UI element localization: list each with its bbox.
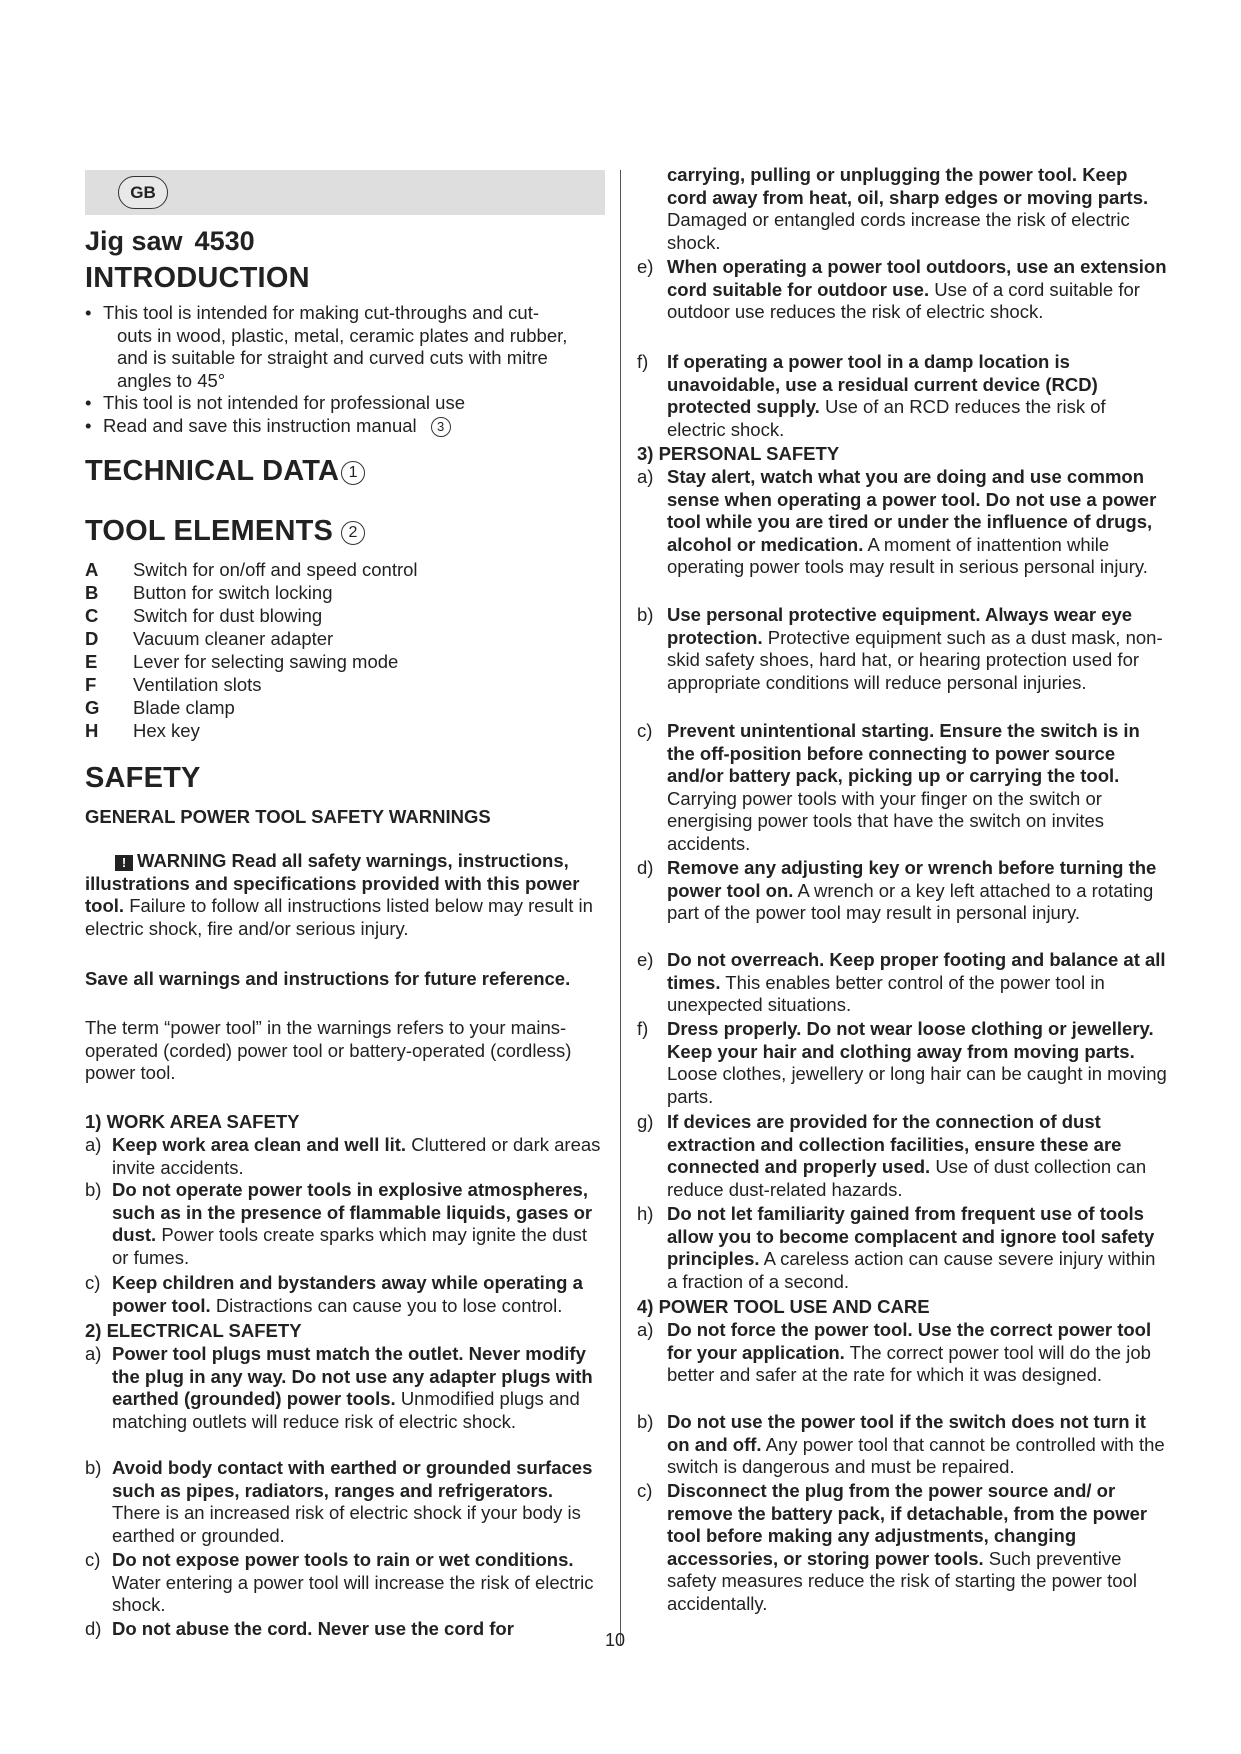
safety-item: carrying, pulling or unplugging the power tool. Keep cord away from heat, oil, sharp edges or moving parts. Damaged or entangled cords increase the risk of electric shock.	[667, 164, 1149, 253]
section-electrical: 2) ELECTRICAL SAFETY	[85, 1320, 302, 1341]
technical-data-heading: TECHNICAL DATA 1	[85, 455, 365, 488]
section-power-tool-use: 4) POWER TOOL USE AND CARE	[637, 1296, 930, 1317]
safety-item: d) Remove any adjusting key or wrench before turning the power tool on. A wrench or a key left attached to a rotating part of the power tool may result in personal injury.	[637, 857, 1157, 923]
list-item: G Blade clamp	[85, 697, 235, 718]
language-bar	[85, 170, 605, 215]
list-item: • This tool is not intended for professional use	[85, 392, 605, 415]
safety-item: b) Use personal protective equipment. Always wear eye protection. Protective equipment such as a dust mask, non-skid safety shoes, hard hat, or hearing protection used for appropriate conditions will reduce personal injuries.	[637, 604, 1163, 693]
section-personal: 3) PERSONAL SAFETY	[637, 443, 840, 464]
safety-item: c) Keep children and bystanders away while operating a power tool. Distractions can cause you to lose control.	[85, 1272, 583, 1316]
term-note: The term “power tool” in the warnings refers to your mains-operated (corded) power tool or battery-operated (cordless) power tool.	[85, 1017, 572, 1083]
language-badge: GB	[118, 176, 168, 209]
warning-paragraph: ! WARNING Read all safety warnings, instructions, illustrations and specifications provided with this power tool. Failure to follow all instructions listed below may result in electric shock, fire and/or serious injury.	[85, 850, 593, 939]
product-title	[85, 226, 255, 257]
list-item: H Hex key	[85, 720, 200, 741]
safety-item: b) Do not use the power tool if the switch does not turn it on and off. Any power tool that cannot be controlled with the switch is dangerous and must be repaired.	[637, 1411, 1165, 1477]
list-item: D Vacuum cleaner adapter	[85, 628, 334, 649]
safety-heading: SAFETY	[85, 762, 201, 794]
safety-item: c) Do not expose power tools to rain or wet conditions. Water entering a power tool will increase the risk of electric shock.	[85, 1549, 594, 1615]
column-divider	[620, 170, 621, 1645]
list-item: A Switch for on/off and speed control	[85, 559, 418, 580]
figure-ref-2: 2	[341, 521, 365, 545]
safety-item: h) Do not let familiarity gained from frequent use of tools allow you to become complacent and ignore tool safety principles. A careless action can cause severe injury within a fraction of a second.	[637, 1203, 1156, 1292]
section-work-area: 1) WORK AREA SAFETY	[85, 1111, 300, 1132]
list-item: F Ventilation slots	[85, 674, 262, 695]
list-item: C Switch for dust blowing	[85, 605, 323, 626]
list-item: • Read and save this instruction manual 3	[85, 415, 605, 438]
list-item: • This tool is intended for making cut-throughs and cut- outs in wood, plastic, metal, ceramic plates and rubber, and is suitable for straight and curved cuts with mitre angles to 45°	[85, 302, 605, 392]
safety-item: f) If operating a power tool in a damp location is unavoidable, use a residual current device (RCD) protected supply. Use of an RCD reduces the risk of electric shock.	[637, 351, 1106, 440]
page-number: 10	[605, 1630, 626, 1650]
introduction-heading: INTRODUCTION	[85, 262, 310, 294]
safety-subheading: GENERAL POWER TOOL SAFETY WARNINGS	[85, 806, 491, 827]
warning-triangle-icon: !	[115, 855, 133, 871]
safety-item: a) Power tool plugs must match the outlet. Never modify the plug in any way. Do not use any adapter plugs with earthed (grounded) power tools. Unmodified plugs and matching outlets will reduce risk of electric shock.	[85, 1343, 593, 1432]
safety-item: d) Do not abuse the cord. Never use the cord for	[85, 1618, 514, 1639]
figure-ref-1: 1	[341, 461, 365, 485]
save-note: Save all warnings and instructions for future reference.	[85, 968, 571, 989]
model-number: 4530	[194, 226, 255, 256]
list-item: E Lever for selecting sawing mode	[85, 651, 399, 672]
safety-item: f) Dress properly. Do not wear loose clothing or jewellery. Keep your hair and clothing away from moving parts. Loose clothes, jewellery or long hair can be caught in moving parts.	[637, 1018, 1167, 1107]
safety-item: b) Do not operate power tools in explosive atmospheres, such as in the presence of flammable liquids, gases or dust. Power tools create sparks which may ignite the dust or fumes.	[85, 1179, 593, 1268]
safety-item: c) Disconnect the plug from the power source and/ or remove the battery pack, if detachable, from the power tool before making any adjustments, changing accessories, or storing power tools. Such preventive safety measures reduce the risk of starting the power tool accidentally.	[637, 1480, 1148, 1614]
figure-ref-3: 3	[431, 417, 451, 437]
safety-item: b) Avoid body contact with earthed or grounded surfaces such as pipes, radiators, ranges and refrigerators. There is an increased risk of electric shock if your body is earthed or grounded.	[85, 1457, 593, 1546]
safety-item: e) Do not overreach. Keep proper footing and balance at all times. This enables better control of the power tool in unexpected situations.	[637, 949, 1166, 1015]
safety-item: a) Keep work area clean and well lit. Cluttered or dark areas invite accidents.	[85, 1134, 601, 1178]
safety-item: c) Prevent unintentional starting. Ensure the switch is in the off-position before connecting to power source and/or battery pack, picking up or carrying the tool. Carrying power tools with your finger on the switch or energising power tools that have the switch on invites accidents.	[637, 720, 1140, 854]
safety-item: a) Do not force the power tool. Use the correct power tool for your application. The correct power tool will do the job better and safer at the rate for which it was designed.	[637, 1319, 1152, 1385]
product-name: Jig saw	[85, 226, 183, 256]
safety-item: a) Stay alert, watch what you are doing and use common sense when operating a power tool. Do not use a power tool while you are tired or under the influence of drugs, alcohol or medication. A moment of inattention while operating power tools may result in serious personal injury.	[637, 466, 1157, 577]
list-item: B Button for switch locking	[85, 582, 333, 603]
tool-elements-heading: TOOL ELEMENTS 2	[85, 515, 365, 548]
introduction-list	[85, 302, 605, 437]
safety-item: e) When operating a power tool outdoors, use an extension cord suitable for outdoor use. Use of a cord suitable for outdoor use reduces the risk of electric shock.	[637, 256, 1167, 322]
safety-item: g) If devices are provided for the connection of dust extraction and collection facilities, ensure these are connected and properly used. Use of dust collection can reduce dust-related hazards.	[637, 1111, 1147, 1200]
tool-elements-list	[85, 558, 418, 742]
